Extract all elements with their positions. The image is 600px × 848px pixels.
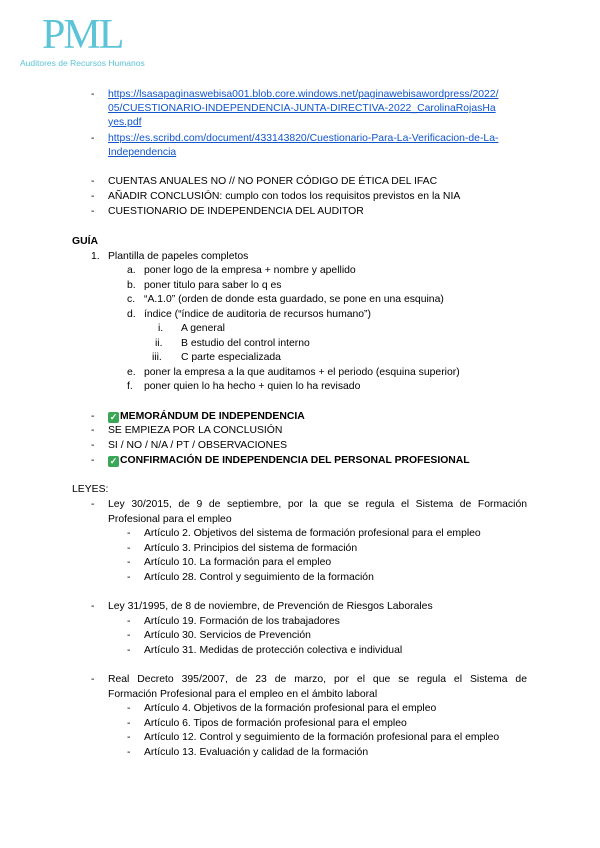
item-conclusion: SE EMPIEZA POR LA CONCLUSIÓN: [108, 425, 283, 436]
law-2-article: Artículo 31. Medidas de protección colectiva e individual: [144, 645, 403, 656]
leyes-heading: LEYES:: [72, 484, 109, 495]
guia-sub-d: índice (“índice de auditoria de recursos humano”): [144, 309, 371, 320]
bullet-dash: -: [127, 747, 131, 758]
law-3-article: Artículo 12. Control y seguimiento de la formación profesional para el empleo: [144, 732, 500, 743]
item-cuentas-anuales: CUENTAS ANUALES NO // NO PONER CÓDIGO DE ÉTICA DEL IFAC: [108, 176, 438, 187]
bullet-dash: -: [127, 645, 131, 656]
law-2-line-1: Ley 31/1995, de 8 de noviembre, de Prevención de Riesgos Laborales: [108, 601, 433, 612]
link-1-line-2[interactable]: 05/CUESTIONARIO-INDEPENDENCIA-JUNTA-DIRECTIVA-2022_CarolinaRojasHa: [108, 103, 496, 114]
law-1-article: Artículo 10. La formación para el empleo: [144, 557, 332, 568]
bullet-dash: -: [127, 718, 131, 729]
bullet-dash: -: [91, 133, 95, 144]
bullet-dash: -: [127, 630, 131, 641]
law-3-article: Artículo 4. Objetivos de la formación profesional para el empleo: [144, 703, 437, 714]
list-marker: d.: [127, 309, 136, 320]
bullet-dash: -: [127, 616, 131, 627]
law-1-article: Artículo 3. Principios del sistema de formación: [144, 543, 358, 554]
check-icon: ✓: [109, 456, 118, 466]
roman-marker: ii.: [155, 338, 163, 349]
bullet-dash: -: [127, 703, 131, 714]
bullet-dash: -: [91, 425, 95, 436]
guia-sub-c: “A.1.0” (orden de donde esta guardado, se pone en una esquina): [144, 294, 444, 305]
bullet-dash: -: [127, 528, 131, 539]
item-anadir-conclusion: AÑADIR CONCLUSIÓN: cumplo con todos los requisitos previstos en la NIA: [108, 191, 461, 202]
law-3-line-2: Formación Profesional para el empleo en el ámbito laboral: [108, 689, 378, 700]
link-2-line-1[interactable]: https://es.scribd.com/document/433143820/Cuestionario-Para-La-Verificacion-de-La-: [108, 133, 499, 144]
bullet-dash: -: [91, 440, 95, 451]
memorandum-label: MEMORÁNDUM DE INDEPENDENCIA: [120, 411, 305, 422]
bullet-dash: -: [91, 674, 95, 685]
bullet-dash: -: [91, 455, 95, 466]
guia-sub-b: poner titulo para saber lo q es: [144, 280, 282, 291]
logo-mark: PML: [42, 12, 123, 58]
link-1-line-3[interactable]: yes.pdf: [108, 117, 142, 128]
bullet-dash: -: [91, 206, 95, 217]
list-marker: b.: [127, 280, 136, 291]
law-1-article: Artículo 2. Objetivos del sistema de formación profesional para el empleo: [144, 528, 481, 539]
list-number: 1.: [91, 251, 100, 262]
guia-item-1: Plantilla de papeles completos: [108, 251, 249, 262]
logo-subtitle: Auditores de Recursos Humanos: [20, 58, 145, 68]
law-3-line-1: Real Decreto 395/2007, de 23 de marzo, por el que se regula el Sistema de: [108, 674, 527, 685]
roman-marker: iii.: [152, 352, 162, 363]
link-2-line-2[interactable]: Independencia: [108, 147, 177, 158]
bullet-dash: -: [91, 499, 95, 510]
confirmacion-label: CONFIRMACIÓN DE INDEPENDENCIA DEL PERSONAL PROFESIONAL: [120, 455, 470, 466]
bullet-dash: -: [127, 572, 131, 583]
guia-roman-i: A general: [181, 323, 225, 334]
bullet-dash: -: [91, 191, 95, 202]
item-options: SI / NO / N/A / PT / OBSERVACIONES: [108, 440, 287, 451]
list-marker: a.: [127, 265, 136, 276]
bullet-dash: -: [91, 176, 95, 187]
roman-marker: i.: [158, 323, 164, 334]
law-2-article: Artículo 30. Servicios de Prevención: [144, 630, 311, 641]
item-memorandum: [108, 410, 305, 423]
bullet-dash: -: [127, 732, 131, 743]
item-confirmacion: [108, 454, 470, 467]
guia-roman-ii: B estudio del control interno: [181, 338, 310, 349]
check-icon: ✓: [109, 412, 118, 422]
law-3-article: Artículo 6. Tipos de formación profesional para el empleo: [144, 718, 407, 729]
guia-roman-iii: C parte especializada: [181, 352, 281, 363]
bullet-dash: -: [91, 411, 95, 422]
guia-heading: GUÍA: [72, 236, 98, 247]
bullet-dash: -: [91, 601, 95, 612]
item-cuestionario: CUESTIONARIO DE INDEPENDENCIA DEL AUDITOR: [108, 206, 364, 217]
guia-sub-e: poner la empresa a la que auditamos + el periodo (esquina superior): [144, 367, 460, 378]
law-1-line-2: Profesional para el empleo: [108, 514, 232, 525]
law-1-article: Artículo 28. Control y seguimiento de la formación: [144, 572, 374, 583]
bullet-dash: -: [127, 557, 131, 568]
bullet-dash: -: [91, 89, 95, 100]
guia-sub-a: poner logo de la empresa + nombre y apellido: [144, 265, 356, 276]
guia-sub-f: poner quien lo ha hecho + quien lo ha revisado: [144, 381, 361, 392]
law-1-line-1: Ley 30/2015, de 9 de septiembre, por la que se regula el Sistema de Formación: [108, 499, 527, 510]
list-marker: f.: [127, 381, 133, 392]
company-logo: [18, 8, 178, 68]
law-2-article: Artículo 19. Formación de los trabajadores: [144, 616, 340, 627]
link-1-line-1[interactable]: https://lsasapaginaswebisa001.blob.core.windows.net/paginawebisawordpress/2022/: [108, 89, 499, 100]
list-marker: c.: [127, 294, 136, 305]
list-marker: e.: [127, 367, 136, 378]
law-3-article: Artículo 13. Evaluación y calidad de la formación: [144, 747, 369, 758]
bullet-dash: -: [127, 543, 131, 554]
